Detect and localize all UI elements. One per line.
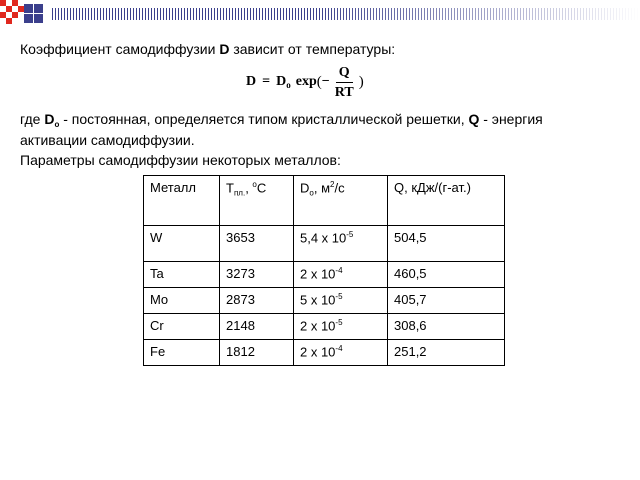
cell-melting-temp: 2148 <box>220 314 294 340</box>
cell-melting-temp: 3653 <box>220 226 294 262</box>
cell-d0: 2 x $10^{-5}$ <box>294 314 388 340</box>
table-header-row <box>144 176 505 226</box>
header-d0: $D_o$, $м^2/с$ <box>294 176 388 226</box>
cell-d0: 2 x $10^{-4}$ <box>294 340 388 366</box>
cell-metal: Mo <box>144 288 220 314</box>
intro-text: Коэффициент самодиффузии D зависит от температуры: <box>20 41 396 57</box>
intro-var-d: D <box>219 41 230 57</box>
cell-d0: 5 x $10^{-5}$ <box>294 288 388 314</box>
where-q: Q <box>468 111 480 127</box>
cell-activation-energy: 504,5 <box>388 226 505 262</box>
cell-metal: Ta <box>144 262 220 288</box>
cell-melting-temp: 1812 <box>220 340 294 366</box>
self-diffusion-formula <box>246 60 364 104</box>
cell-activation-energy: 251,2 <box>388 340 505 366</box>
formula-open-paren: ( <box>316 73 322 90</box>
formula-denominator: RT <box>334 84 354 100</box>
cell-activation-energy: 460,5 <box>388 262 505 288</box>
decorative-squares <box>0 0 50 30</box>
cell-metal: Cr <box>144 314 220 340</box>
cell-melting-temp: 3273 <box>220 262 294 288</box>
self-diffusion-table <box>143 175 505 366</box>
table-row <box>144 314 505 340</box>
cell-activation-energy: 308,6 <box>388 314 505 340</box>
formula-equals: = <box>262 74 271 89</box>
formula-lhs: D <box>246 74 257 89</box>
table-row <box>144 262 505 288</box>
cell-d0: 5,4 x $10^{-5}$ <box>294 226 388 262</box>
formula-fraction <box>332 64 357 101</box>
formula-d0: $D_o$ <box>276 74 291 90</box>
cell-d0: 2 x $10^{-4}$ <box>294 262 388 288</box>
cell-metal: W <box>144 226 220 262</box>
where-text-line2: активации самодиффузии. <box>20 132 195 148</box>
header-activation-energy: Q, кДж/(г-ат.) <box>388 176 505 226</box>
formula-close-paren: ) <box>358 73 364 90</box>
table-row <box>144 226 505 262</box>
header-metal: Металл <box>144 176 220 226</box>
table-row <box>144 288 505 314</box>
header-melting-temp: $T_{пл.}$, $^o$C <box>220 176 294 226</box>
formula-minus: − <box>321 74 330 89</box>
formula-exp: exp <box>295 74 317 89</box>
cell-activation-energy: 405,7 <box>388 288 505 314</box>
cell-melting-temp: 2873 <box>220 288 294 314</box>
table-row <box>144 340 505 366</box>
parameters-caption: Параметры самодиффузии некоторых металлов: <box>20 152 341 168</box>
cell-metal: Fe <box>144 340 220 366</box>
where-d0: $D_o$ <box>44 111 60 129</box>
formula-numerator: Q <box>336 64 353 83</box>
where-text: где $D_o$ - постоянная, определяется типом кристаллической решетки, Q - энергия <box>20 111 543 129</box>
decorative-header-bar <box>52 8 640 20</box>
